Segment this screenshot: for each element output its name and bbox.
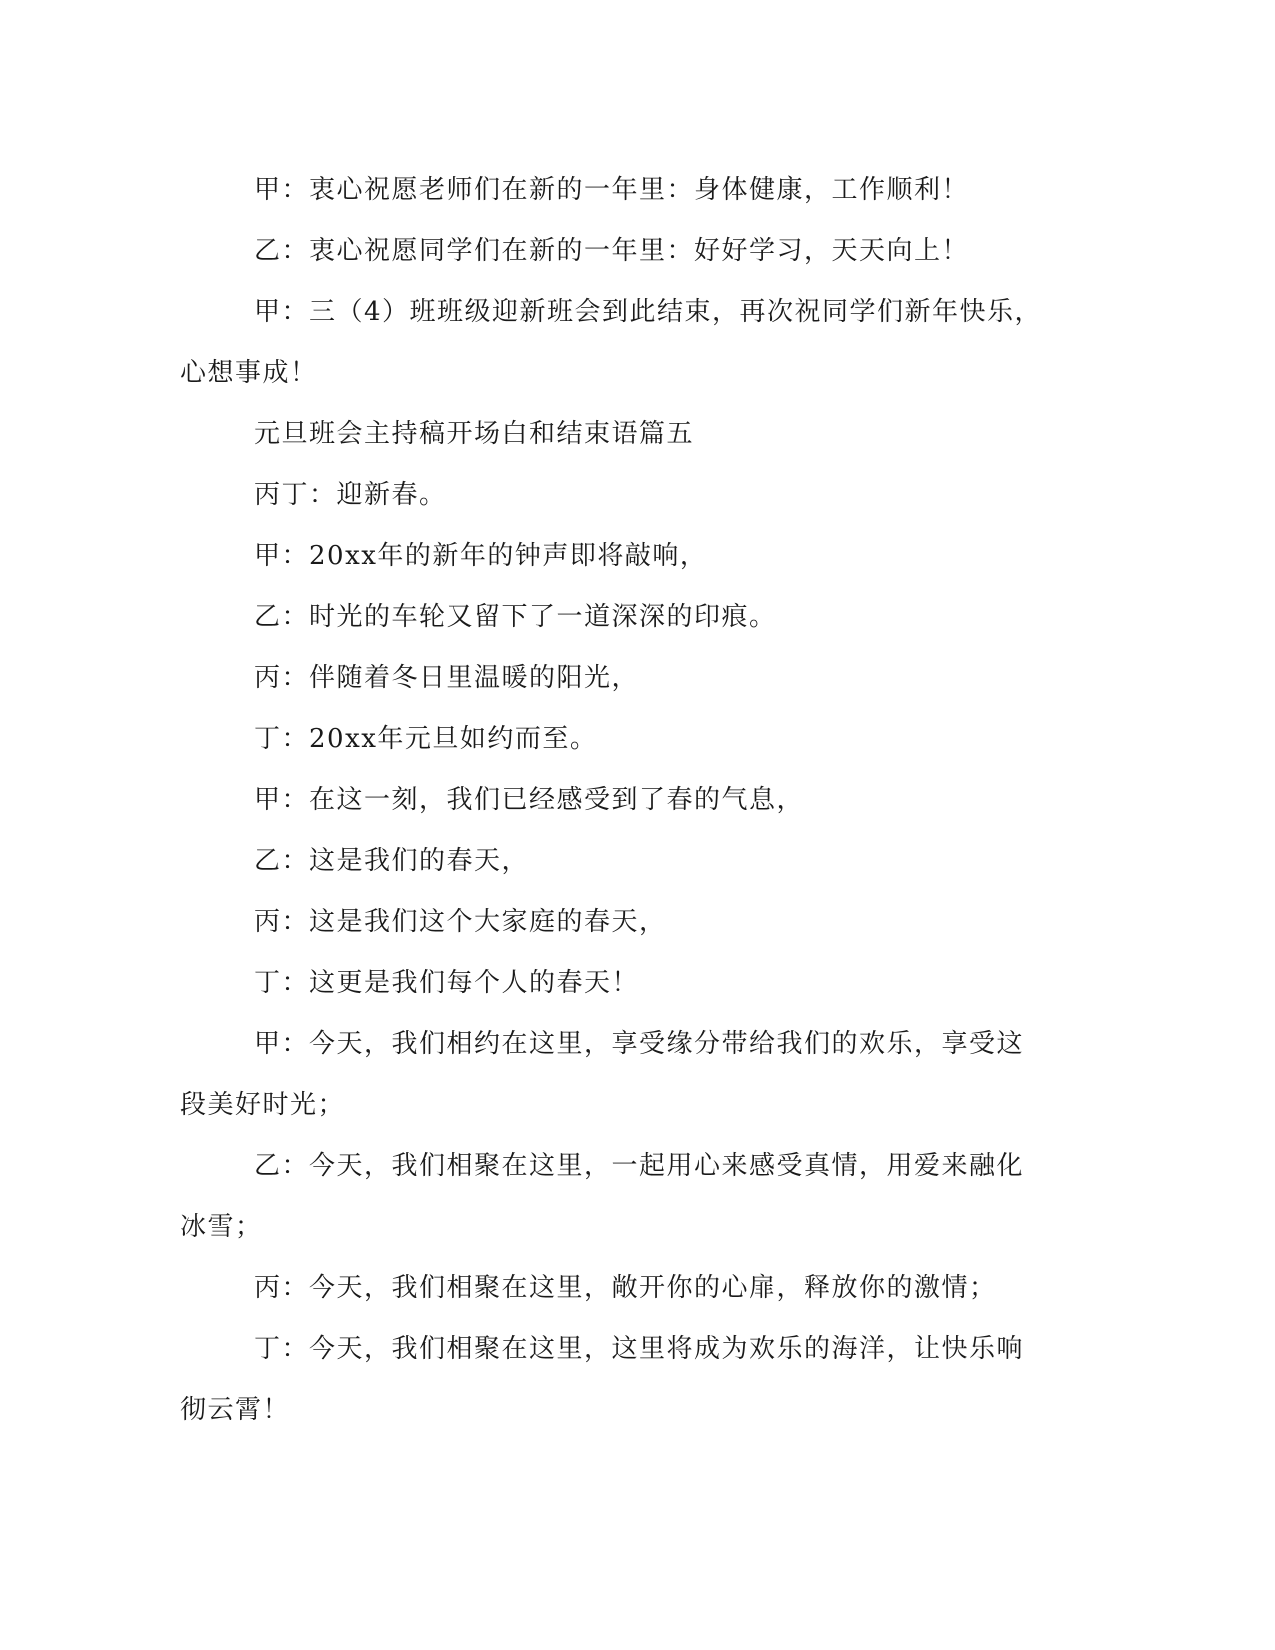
paragraph: 甲：在这一刻，我们已经感受到了春的气息， xyxy=(254,785,805,815)
paragraph: 乙：时光的车轮又留下了一道深深的印痕。 xyxy=(254,602,777,632)
paragraph: 丙：这是我们这个大家庭的春天， xyxy=(254,907,667,937)
paragraph: 丙丁：迎新春。 xyxy=(254,480,447,510)
section-heading: 元旦班会主持稿开场白和结束语篇五 xyxy=(254,419,695,449)
paragraph: 丙：伴随着冬日里温暖的阳光， xyxy=(254,663,640,693)
paragraph: 丙：今天，我们相聚在这里，敞开你的心扉，释放你的激情； xyxy=(254,1273,997,1303)
paragraph: 丁：今天，我们相聚在这里，这里将成为欢乐的海洋，让快乐响彻云霄！ xyxy=(180,1334,1025,1425)
document-body xyxy=(180,160,1050,1441)
paragraph: 丁：这更是我们每个人的春天！ xyxy=(254,968,640,998)
paragraph: 乙：这是我们的春天， xyxy=(254,846,530,876)
paragraph: 乙：衷心祝愿同学们在新的一年里：好好学习，天天向上！ xyxy=(254,236,970,266)
paragraph: 甲：衷心祝愿老师们在新的一年里：身体健康，工作顺利！ xyxy=(254,175,970,205)
paragraph: 甲：今天，我们相约在这里，享受缘分带给我们的欢乐，享受这段美好时光； xyxy=(180,1029,1025,1120)
paragraph: 甲：20xx年的新年的钟声即将敲响， xyxy=(254,541,708,571)
paragraph: 甲：三（4）班班级迎新班会到此结束，再次祝同学们新年快乐，心想事成！ xyxy=(180,297,1043,388)
paragraph: 乙：今天，我们相聚在这里，一起用心来感受真情，用爱来融化冰雪； xyxy=(180,1151,1025,1242)
paragraph: 丁：20xx年元旦如约而至。 xyxy=(254,724,598,754)
